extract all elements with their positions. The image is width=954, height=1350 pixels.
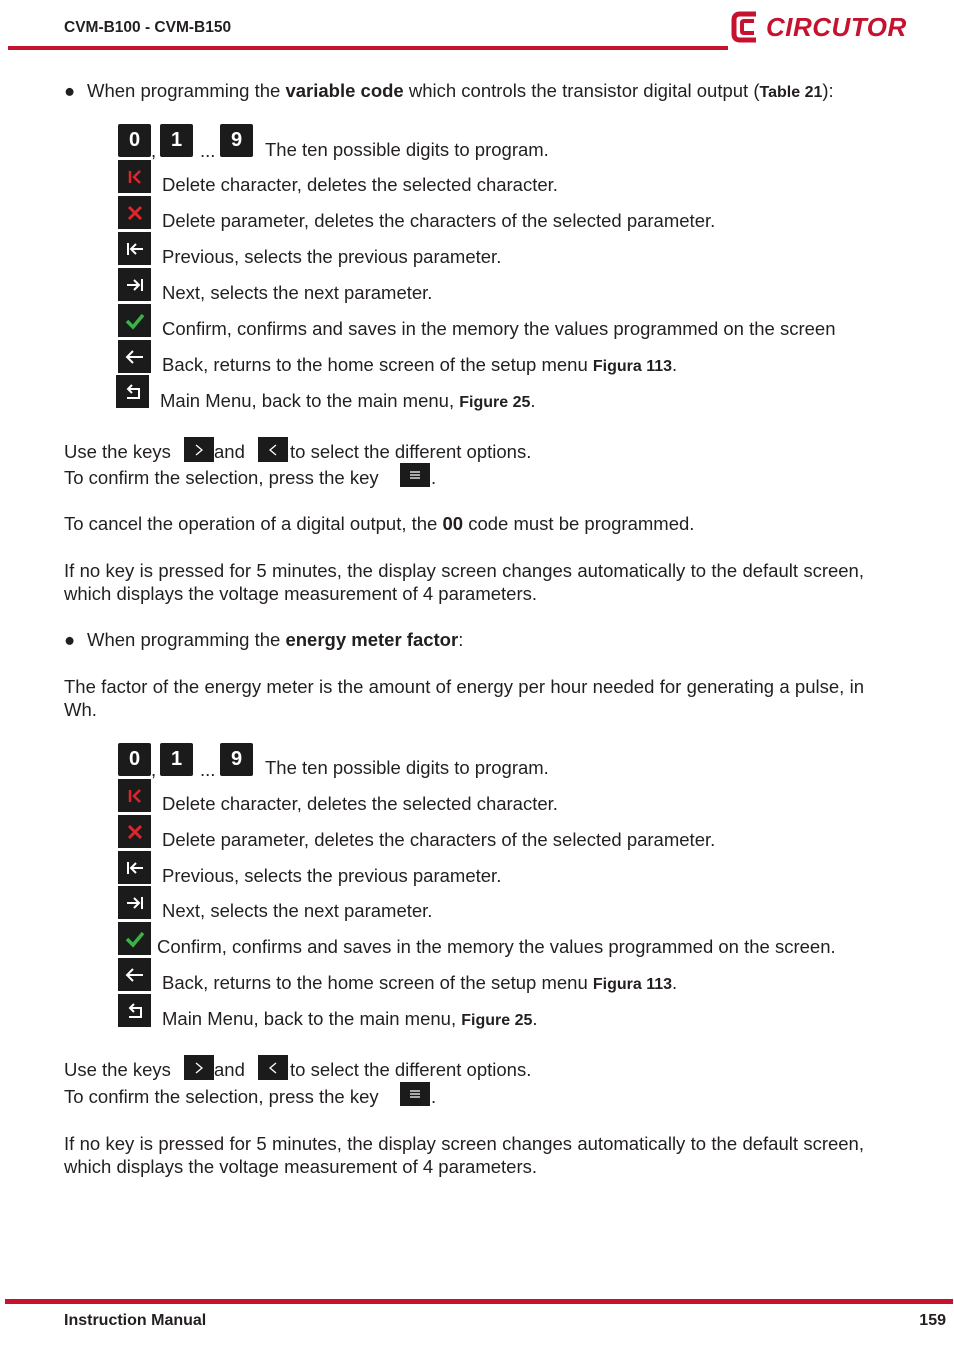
bullet-text-mid: which controls the transistor digital output ( [403, 80, 760, 101]
right-arrow-key-icon [184, 1055, 214, 1080]
item-text: Next, selects the next parameter. [162, 900, 433, 921]
ellipsis: ... [200, 140, 216, 161]
bullet-text-end: ): [822, 80, 834, 101]
cancel-code: 00 [442, 513, 464, 534]
key-0-icon: 0 [118, 743, 151, 776]
bullet-bold: energy meter factor [285, 629, 459, 650]
key-1-icon: 1 [160, 124, 193, 157]
item-text: Previous, selects the previous parameter. [162, 246, 502, 267]
bullet-variable-code [64, 80, 834, 104]
footer-rule [5, 1299, 953, 1304]
document-title: CVM-B100 - CVM-B150 [64, 19, 232, 36]
confirm-icon [118, 922, 151, 955]
confirm-icon [118, 304, 151, 337]
main-menu-icon [116, 375, 149, 408]
item-text: Delete character, deletes the selected character. [162, 174, 558, 195]
delete-character-icon [118, 779, 151, 812]
header-rule [8, 46, 728, 50]
bullet-bold: variable code [285, 80, 404, 101]
delete-character-icon [118, 160, 151, 193]
page-number: 159 [919, 1312, 946, 1329]
key-9-icon: 9 [220, 743, 253, 776]
timeout-paragraph: If no key is pressed for 5 minutes, the display screen changes automatically to the default screen, which displays the voltage measurement of 4 parameters. [64, 560, 864, 604]
keys-instruction-end: to select the different options. [290, 441, 532, 462]
cancel-paragraph: To cancel the operation of a digital output, the 00 code must be programmed. [64, 513, 695, 534]
digits-description: The ten possible digits to program. [265, 757, 549, 778]
delete-parameter-icon [118, 196, 151, 229]
bullet-text: When programming the [87, 629, 286, 650]
item-text: Main Menu, back to the main menu, Figure 25. [160, 390, 536, 411]
keys-instruction-end: to select the different options. [290, 1059, 532, 1080]
bullet-energy-meter-factor [64, 629, 463, 651]
main-menu-icon [118, 994, 151, 1027]
keys-instruction: Use the keys [64, 441, 171, 462]
figure-reference: Figure 25 [459, 394, 531, 411]
timeout-paragraph: If no key is pressed for 5 minutes, the display screen changes automatically to the default screen, which displays the voltage measurement of 4 parameters. [64, 1133, 864, 1177]
item-text: Confirm, confirms and saves in the memory the values programmed on the screen. [157, 936, 836, 957]
confirm-instruction: To confirm the selection, press the key [64, 467, 379, 488]
previous-icon [118, 232, 151, 265]
menu-key-icon [400, 463, 430, 487]
circutor-logo-icon [730, 9, 764, 45]
left-arrow-key-icon [258, 1055, 288, 1080]
bullet-dot-icon: ● [64, 629, 76, 650]
item-text: Delete parameter, deletes the characters of the selected parameter. [162, 829, 716, 850]
item-text: Confirm, confirms and saves in the memory the values programmed on the screen [162, 318, 836, 339]
figure-reference: Figura 113 [592, 976, 673, 993]
item-text: Main Menu, back to the main menu, Figure 25. [162, 1008, 538, 1029]
ellipsis: ... [200, 759, 216, 780]
bullet-dot-icon: ● [64, 80, 76, 101]
comma: , [151, 759, 157, 780]
bullet-text-end: : [458, 629, 464, 650]
key-1-icon: 1 [160, 743, 193, 776]
figure-reference: Figura 113 [592, 358, 673, 375]
previous-icon [118, 851, 151, 884]
confirm-instruction: To confirm the selection, press the key [64, 1086, 379, 1107]
delete-parameter-icon [118, 815, 151, 848]
keys-instruction: Use the keys [64, 1059, 171, 1080]
and-text: and [214, 1059, 245, 1080]
energy-factor-description: The factor of the energy meter is the amount of energy per hour needed for generating a pulse, in Wh. [64, 676, 864, 720]
item-text: Delete character, deletes the selected character. [162, 793, 558, 814]
next-icon [118, 268, 151, 301]
confirm-instruction-end: . [431, 467, 437, 488]
brand-logo [730, 8, 910, 46]
back-icon [118, 958, 151, 991]
item-text: Back, returns to the home screen of the setup menu Figura 113. [162, 972, 678, 993]
bullet-text: When programming the [87, 80, 286, 101]
comma: , [151, 140, 157, 161]
next-icon [118, 886, 151, 919]
item-text: Previous, selects the previous parameter. [162, 865, 502, 886]
and-text: and [214, 441, 245, 462]
menu-key-icon [400, 1082, 430, 1106]
brand-name: CIRCUTOR [766, 12, 907, 42]
confirm-instruction-end: . [431, 1086, 437, 1107]
table-reference: Table 21 [759, 84, 823, 101]
right-arrow-key-icon [184, 437, 214, 462]
footer-label: Instruction Manual [64, 1312, 207, 1329]
back-icon [118, 340, 151, 373]
left-arrow-key-icon [258, 437, 288, 462]
key-0-icon: 0 [118, 124, 151, 157]
item-text: Next, selects the next parameter. [162, 282, 433, 303]
item-text: Delete parameter, deletes the characters of the selected parameter. [162, 210, 716, 231]
item-text: Back, returns to the home screen of the setup menu Figura 113. [162, 354, 678, 375]
key-9-icon: 9 [220, 124, 253, 157]
figure-reference: Figure 25 [461, 1012, 533, 1029]
digits-description: The ten possible digits to program. [265, 139, 549, 160]
